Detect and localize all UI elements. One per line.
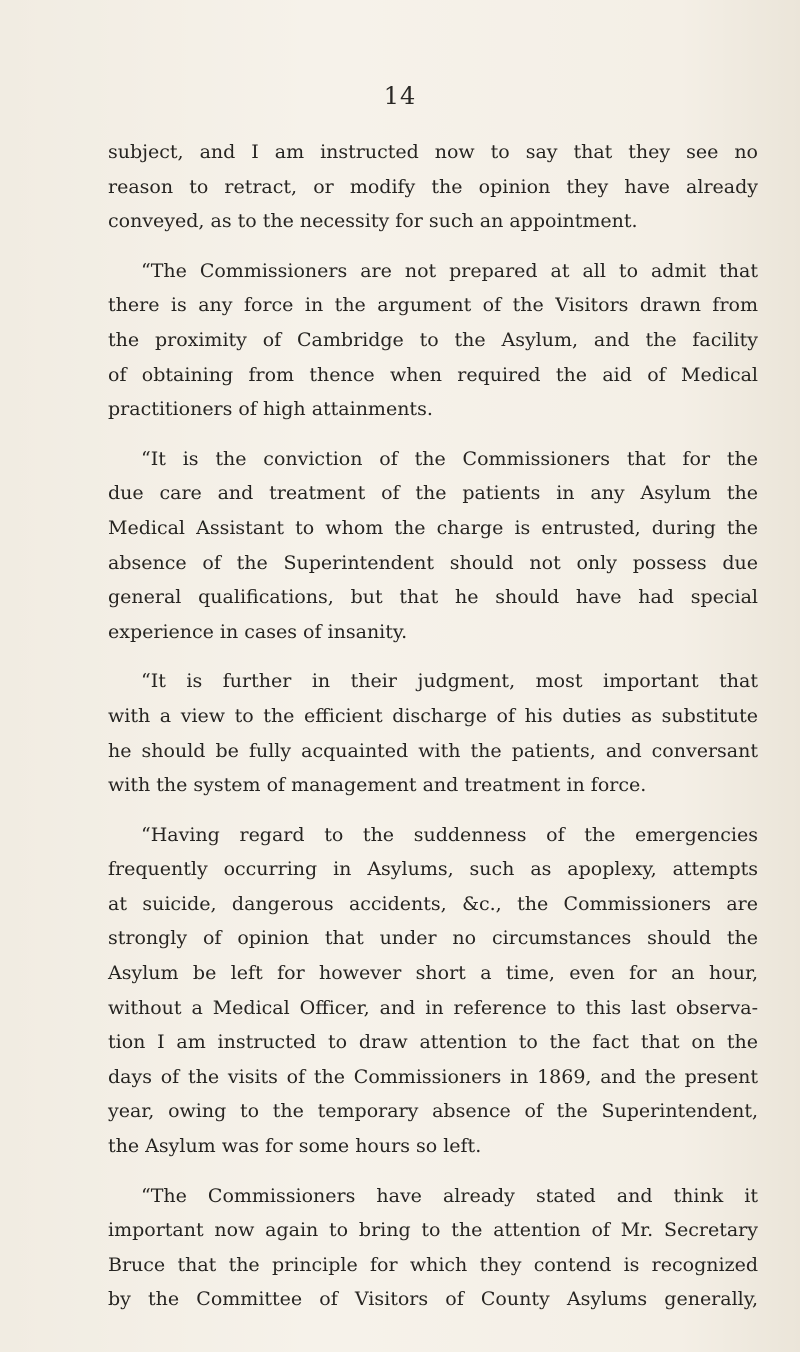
page-number: 14: [383, 82, 417, 110]
text-line: experience in cases of insanity.: [108, 620, 408, 643]
text-line: important now again to bring to the attention of Mr. Secretary: [108, 1219, 758, 1242]
text-line: tion I am instructed to draw attention to the fact that on the: [108, 1031, 758, 1054]
body-text: [108, 135, 758, 1317]
paragraph-5: [108, 818, 758, 1164]
text-line: with the system of management and treatment in force.: [108, 774, 647, 797]
paragraph-2: [108, 254, 758, 427]
text-line: absence of the Superintendent should not only possess due: [108, 551, 758, 574]
text-line: general qualifications, but that he should have had special: [108, 586, 758, 609]
text-line: “It is further in their judgment, most important that: [141, 670, 758, 693]
text-line: due care and treatment of the patients in any Asylum the: [108, 482, 758, 505]
text-line: “The Commissioners are not prepared at all to admit that: [141, 259, 758, 282]
text-line: Bruce that the principle for which they contend is recognized: [108, 1253, 758, 1276]
paragraph-3: [108, 442, 758, 650]
text-line: “The Commissioners have already stated and think it: [141, 1184, 758, 1207]
text-line: Asylum be left for however short a time, even for an hour,: [108, 962, 758, 985]
text-line: with a view to the efficient discharge of his duties as substitute: [108, 704, 758, 727]
text-line: practitioners of high attainments.: [108, 398, 433, 421]
paragraph-4: [108, 664, 758, 802]
text-line: conveyed, as to the necessity for such an appointment.: [108, 210, 638, 233]
text-line: there is any force in the argument of the Visitors drawn from: [108, 294, 758, 317]
text-line: year, owing to the temporary absence of the Superintendent,: [108, 1100, 758, 1123]
text-line: the proximity of Cambridge to the Asylum, and the facility: [108, 328, 758, 351]
text-line: at suicide, dangerous accidents, &c., the Commissioners are: [108, 892, 758, 915]
text-line: Medical Assistant to whom the charge is entrusted, during the: [108, 516, 758, 539]
text-line: the Asylum was for some hours so left.: [108, 1135, 482, 1158]
text-line: days of the visits of the Commissioners in 1869, and the present: [108, 1065, 758, 1088]
text-line: subject, and I am instructed now to say that they see no: [108, 141, 758, 163]
text-line: without a Medical Officer, and in reference to this last observa-: [108, 996, 758, 1019]
paragraph-6: [108, 1179, 758, 1317]
text-line: by the Committee of Visitors of County Asylums generally,: [108, 1288, 758, 1311]
text-line: of obtaining from thence when required the aid of Medical: [108, 363, 758, 386]
paragraph-1: [108, 135, 758, 239]
text-line: “Having regard to the suddenness of the emergencies: [141, 823, 758, 846]
text-line: strongly of opinion that under no circumstances should the: [108, 927, 758, 950]
text-line: frequently occurring in Asylums, such as apoplexy, attempts: [108, 858, 758, 881]
text-line: “It is the conviction of the Commissioners that for the: [141, 447, 758, 470]
text-line: he should be fully acquainted with the patients, and conversant: [108, 739, 758, 762]
text-line: reason to retract, or modify the opinion they have already: [108, 175, 758, 198]
